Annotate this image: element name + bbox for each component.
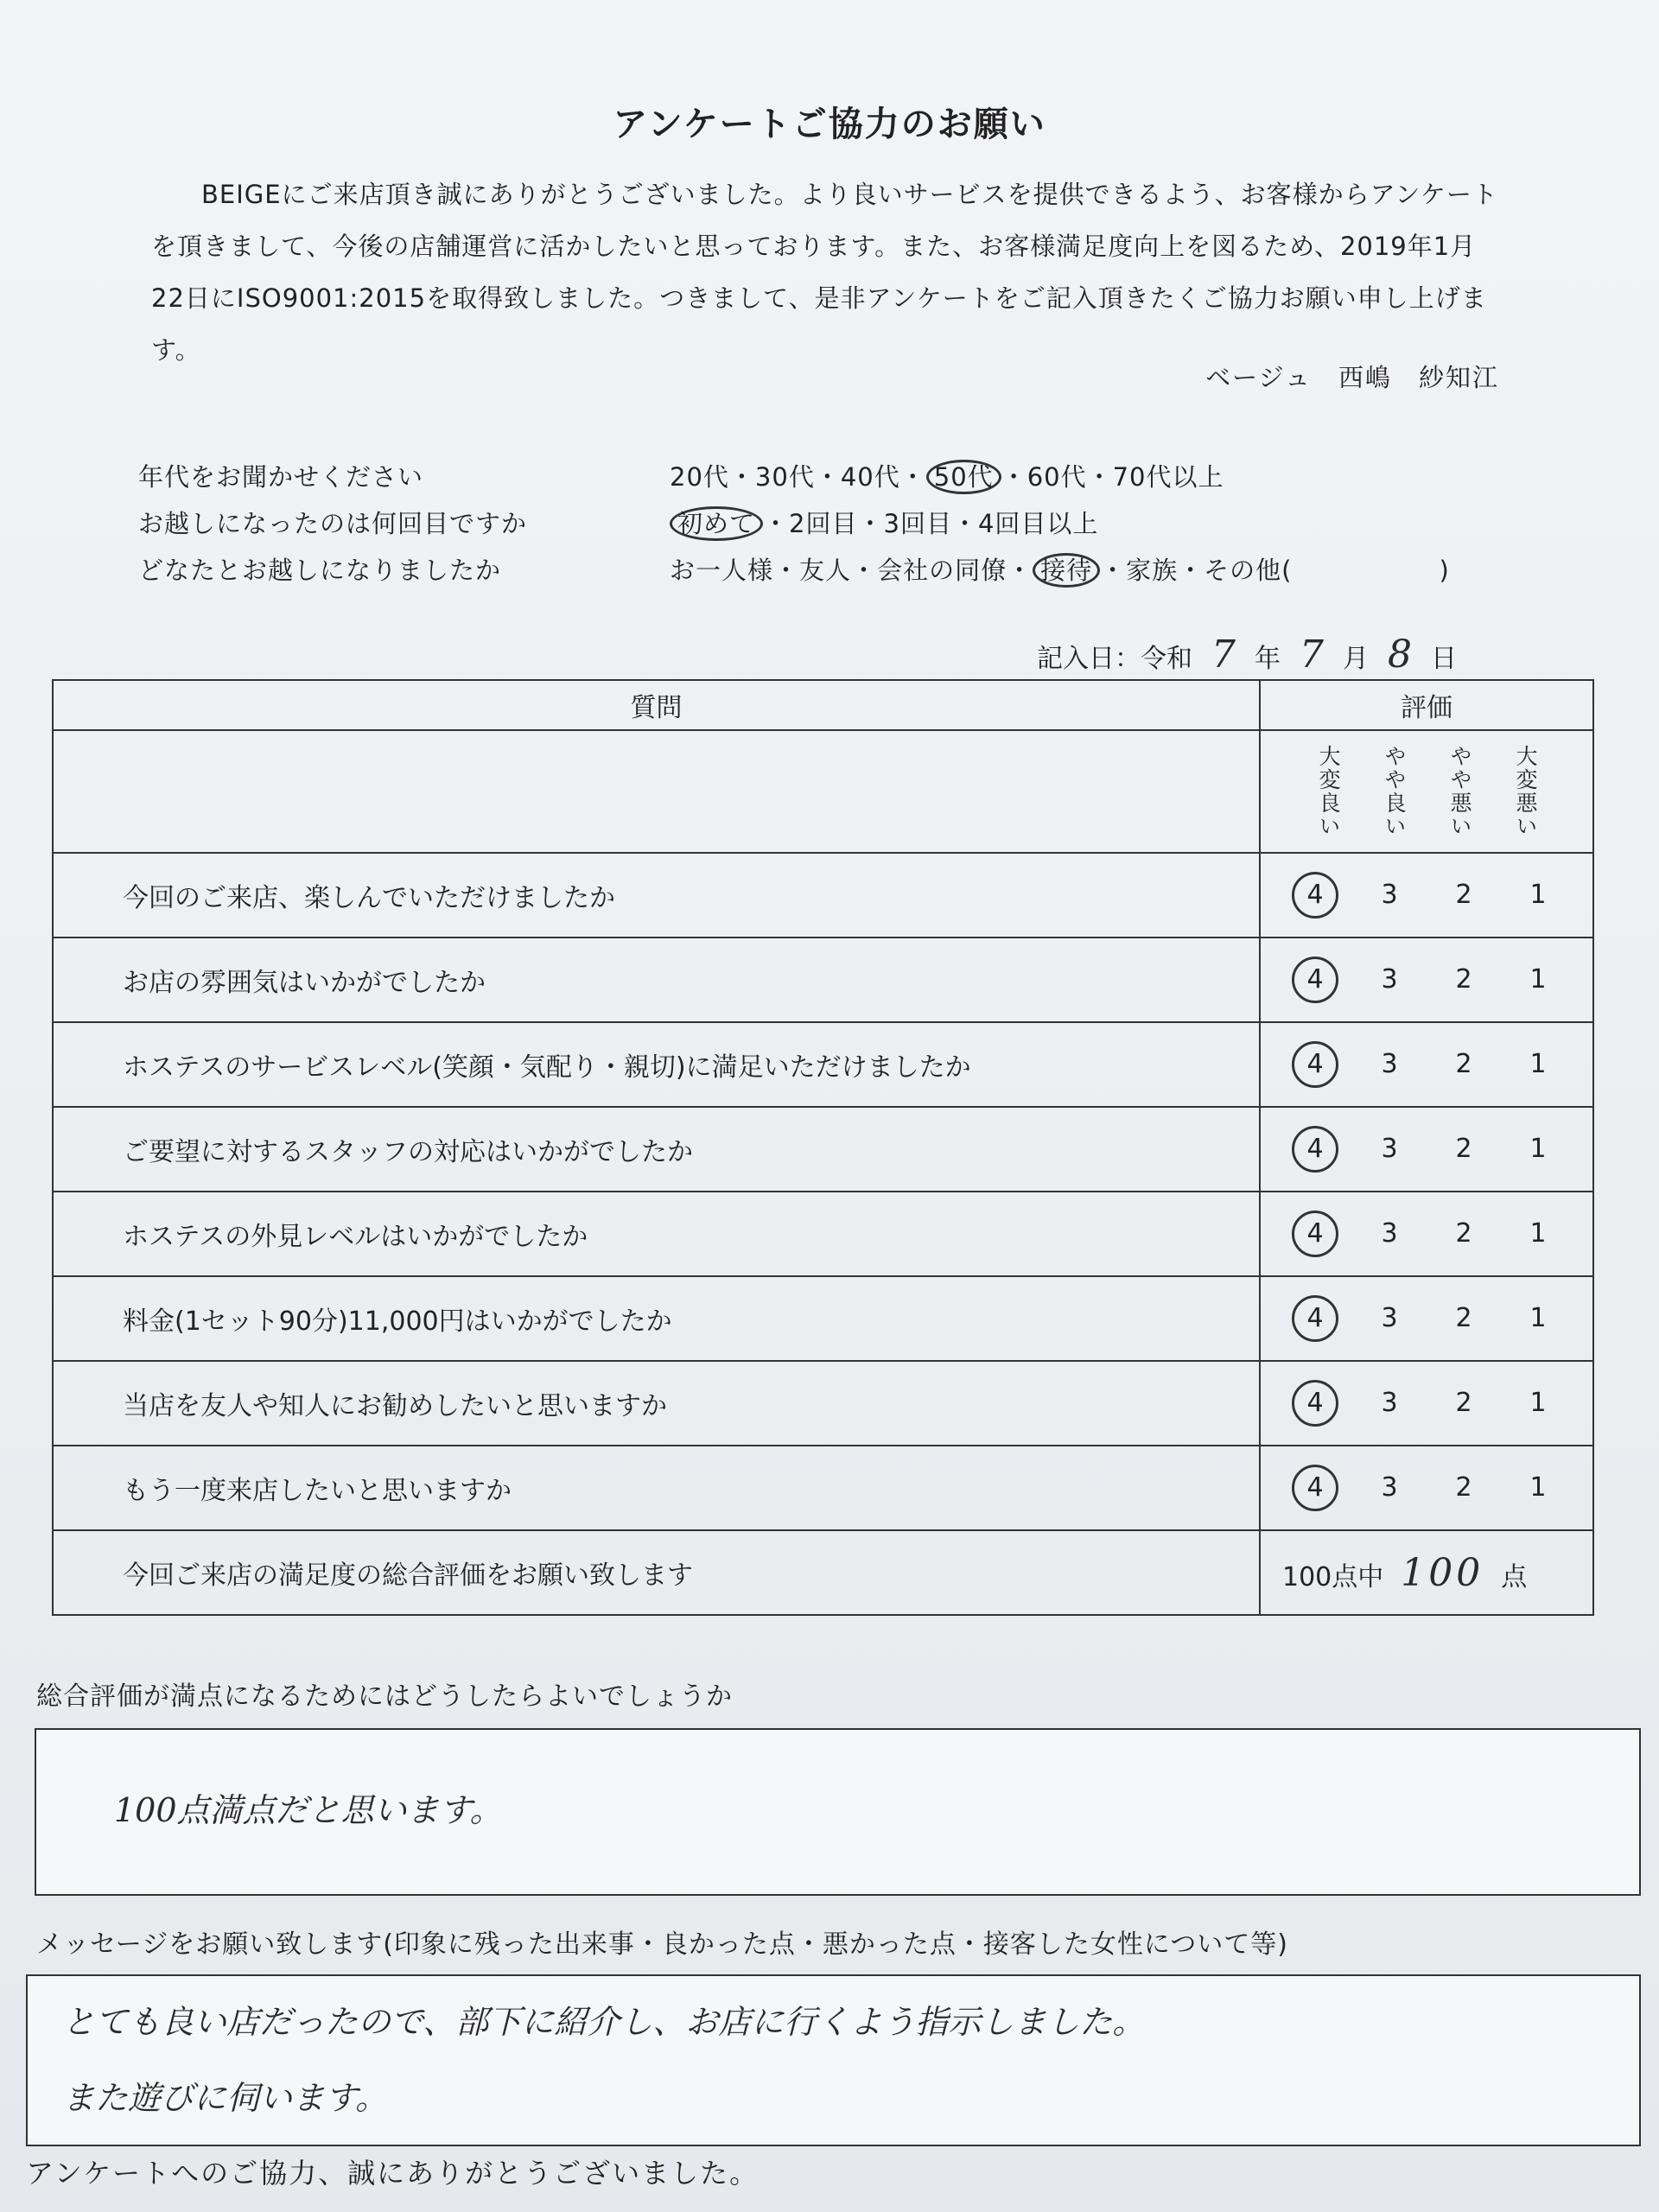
age-option[interactable]: 20代 — [670, 462, 729, 492]
visit-option-selected[interactable]: 初めて — [670, 506, 763, 541]
companion-option[interactable]: 友人 — [799, 556, 852, 585]
rating-option-selected[interactable]: 4 — [1292, 1295, 1338, 1342]
rating-option[interactable]: 3 — [1381, 1472, 1398, 1503]
rating-options — [1261, 1380, 1592, 1427]
table-row — [53, 1361, 1593, 1446]
table-row — [53, 1276, 1593, 1361]
rating-option[interactable]: 3 — [1381, 1134, 1398, 1164]
header-rating: 評価 — [1260, 680, 1593, 730]
rating-option[interactable]: 2 — [1455, 1134, 1472, 1164]
score-prefix: 100点中 — [1282, 1561, 1384, 1592]
rating-option-selected[interactable]: 4 — [1292, 1211, 1338, 1257]
age-option[interactable]: 60代 — [1027, 462, 1087, 492]
rating-option[interactable]: 1 — [1529, 1218, 1547, 1249]
total-score-cell — [1260, 1530, 1593, 1615]
rating-options — [1261, 1041, 1592, 1088]
rating-option[interactable]: 3 — [1381, 1218, 1398, 1249]
age-question: 年代をお聞かせください — [138, 462, 424, 492]
row-question: ホステスの外見レベルはいかがでしたか — [53, 1192, 1260, 1276]
row-question: 当店を友人や知人にお勧めしたいと思いますか — [53, 1361, 1260, 1446]
message-line: また遊びに伺います。 — [62, 2079, 388, 2117]
rating-option[interactable]: 2 — [1455, 880, 1472, 910]
age-options: 20代・30代・40代・ 50代 ・60代・70代以上 — [670, 458, 1224, 493]
companion-options: お一人様・友人・会社の同僚・ 接待 ・家族・その他( ) — [670, 551, 1450, 587]
scale-label: 大変悪い — [1513, 745, 1538, 838]
rating-option[interactable]: 2 — [1455, 1303, 1472, 1333]
visit-option[interactable]: 4回目以上 — [977, 509, 1099, 538]
rating-option[interactable]: 3 — [1381, 1303, 1398, 1333]
age-option[interactable]: 30代 — [754, 462, 815, 492]
rating-option[interactable]: 1 — [1529, 1472, 1547, 1503]
rating-option[interactable]: 1 — [1529, 880, 1547, 910]
rating-option[interactable]: 1 — [1529, 1049, 1547, 1079]
rating-options — [1261, 1465, 1592, 1511]
improvement-box[interactable] — [35, 1728, 1641, 1896]
signature: ベージュ 西嶋 紗知江 — [1205, 363, 1499, 392]
table-row — [53, 853, 1593, 938]
rating-option[interactable]: 3 — [1381, 1388, 1398, 1418]
rating-option-selected[interactable]: 4 — [1292, 872, 1338, 918]
age-option[interactable]: 40代 — [840, 462, 900, 492]
message-label: メッセージをお願い致します(印象に残った出来事・良かった点・悪かった点・接客した女性について等) — [36, 1929, 1289, 1960]
companion-option[interactable]: 会社の同僚 — [877, 556, 1007, 585]
table-row — [53, 938, 1593, 1022]
companion-option[interactable]: 家族 — [1126, 556, 1179, 585]
entry-date — [1037, 632, 1457, 677]
table-row — [53, 1192, 1593, 1276]
rating-options — [1261, 1126, 1592, 1173]
date-month[interactable]: 7 — [1300, 632, 1324, 677]
rating-option[interactable]: 3 — [1381, 964, 1398, 995]
rating-option-selected[interactable]: 4 — [1292, 1126, 1338, 1173]
improvement-label: 総合評価が満点になるためにはどうしたらよいでしょうか — [36, 1681, 733, 1712]
visit-option[interactable]: 2回目 — [789, 509, 858, 538]
rating-option[interactable]: 2 — [1455, 1472, 1472, 1503]
rating-option[interactable]: 3 — [1381, 880, 1398, 910]
visit-option[interactable]: 3回目 — [883, 509, 952, 538]
scale-row — [53, 730, 1593, 853]
footer-thanks: アンケートへのご協力、誠にありがとうございました。 — [26, 2157, 760, 2190]
rating-option-selected[interactable]: 4 — [1292, 1041, 1338, 1088]
scale-labels — [1260, 730, 1593, 853]
row-question: 料金(1セット90分)11,000円はいかがでしたか — [53, 1276, 1260, 1361]
rating-options — [1261, 957, 1592, 1003]
date-year-unit: 年 — [1255, 644, 1281, 674]
age-option-selected[interactable]: 50代 — [926, 460, 1001, 494]
rating-options — [1261, 872, 1592, 918]
date-year[interactable]: 7 — [1211, 632, 1236, 677]
date-label: 記入日：令和 — [1037, 644, 1192, 674]
improvement-answer: 100点満点だと思います。 — [114, 1791, 503, 1829]
row-question: 今回のご来店、楽しんでいただけましたか — [53, 853, 1260, 938]
scale-blank — [53, 730, 1260, 853]
header-question: 質問 — [53, 680, 1260, 730]
companion-question: どなたとお越しになりましたか — [138, 556, 502, 585]
rating-option-selected[interactable]: 4 — [1292, 957, 1338, 1003]
rating-option[interactable]: 2 — [1455, 964, 1472, 995]
rating-option[interactable]: 3 — [1381, 1049, 1398, 1079]
rating-option[interactable]: 1 — [1529, 1303, 1547, 1333]
companion-option-selected[interactable]: 接待 — [1033, 553, 1100, 588]
companion-option[interactable]: お一人様 — [670, 556, 774, 585]
date-month-unit: 月 — [1343, 644, 1369, 674]
rating-table — [52, 679, 1594, 1616]
scale-label: やや良い — [1382, 745, 1407, 838]
row-question: もう一度来店したいと思いますか — [53, 1446, 1260, 1530]
total-row — [53, 1530, 1593, 1615]
rating-option[interactable]: 2 — [1455, 1388, 1472, 1418]
scale-label: やや悪い — [1447, 745, 1472, 838]
rating-option[interactable]: 2 — [1455, 1049, 1472, 1079]
total-score[interactable]: 100 — [1401, 1550, 1484, 1595]
companion-option[interactable]: その他( — [1204, 556, 1293, 585]
table-row — [53, 1107, 1593, 1192]
intro-paragraph — [151, 168, 1499, 376]
scale-label: 大変良い — [1316, 745, 1341, 838]
rating-option[interactable]: 1 — [1529, 1134, 1547, 1164]
row-question: ホステスのサービスレベル(笑顔・気配り・親切)に満足いただけましたか — [53, 1022, 1260, 1107]
companion-closing: ) — [1439, 556, 1450, 585]
rating-option-selected[interactable]: 4 — [1292, 1465, 1338, 1511]
intro-text: BEIGEにご来店頂き誠にありがとうございました。より良いサービスを提供できるよう、お客様からアンケートを頂きまして、今後の店舗運営に活かしたいと思っております。また、お客様満足度向上を図るため、2019年1月22日にISO9001:2015を取得致しました。つきまして、是非アンケートをご記入頂きたくご協力お願い申し上げます。 — [151, 180, 1498, 365]
date-day-unit: 日 — [1431, 644, 1457, 674]
rating-option[interactable]: 1 — [1529, 964, 1547, 995]
rating-option[interactable]: 2 — [1455, 1218, 1472, 1249]
rating-option-selected[interactable]: 4 — [1292, 1380, 1338, 1427]
table-header-row — [53, 680, 1593, 730]
visit-options: 初めて ・2回目・3回目・4回目以上 — [670, 505, 1098, 540]
date-day[interactable]: 8 — [1388, 632, 1412, 677]
table-row — [53, 1022, 1593, 1107]
table-row — [53, 1446, 1593, 1530]
rating-options — [1261, 1295, 1592, 1342]
rating-options — [1261, 1211, 1592, 1257]
row-question: ご要望に対するスタッフの対応はいかがでしたか — [53, 1107, 1260, 1192]
page-title: アンケートご協力のお願い — [613, 105, 1046, 144]
score-suffix: 点 — [1501, 1561, 1528, 1592]
message-box[interactable] — [26, 1974, 1641, 2146]
age-option[interactable]: 70代以上 — [1112, 462, 1224, 492]
message-line: とても良い店だったので、部下に紹介し、お店に行くよう指示しました。 — [62, 2003, 1146, 2041]
row-question: お店の雰囲気はいかがでしたか — [53, 938, 1260, 1022]
visit-question: お越しになったのは何回目ですか — [138, 509, 528, 538]
rating-option[interactable]: 1 — [1529, 1388, 1547, 1418]
total-question: 今回ご来店の満足度の総合評価をお願い致します — [53, 1530, 1260, 1615]
